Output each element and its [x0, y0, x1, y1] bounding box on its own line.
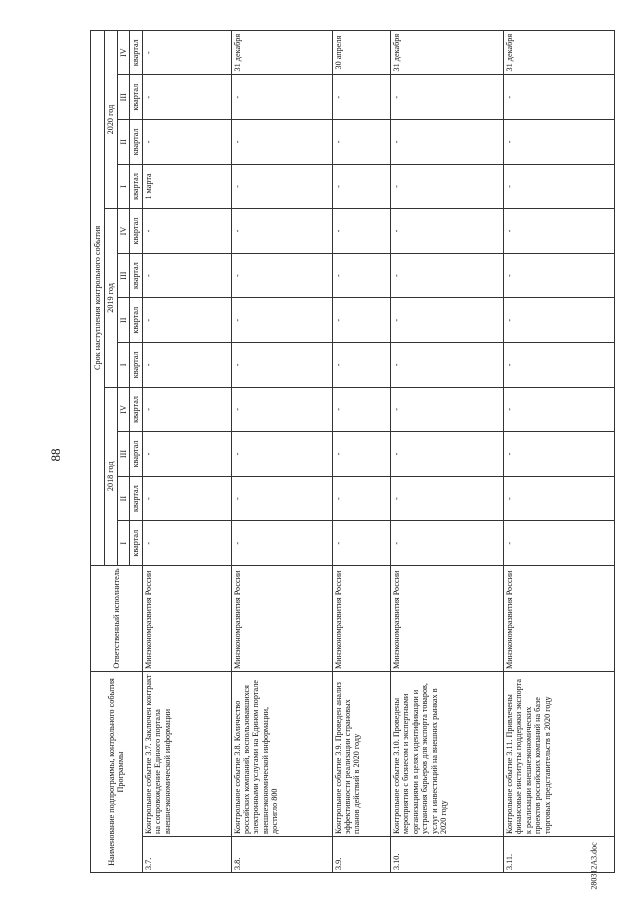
table-row	[332, 30, 391, 872]
quarter-cell: -	[142, 298, 231, 343]
quarter-number: III	[118, 432, 130, 477]
quarter-cell: 31 декабря	[231, 30, 332, 75]
quarter-number: I	[118, 521, 130, 566]
row-number: 3.10.	[391, 837, 504, 873]
quarter-cell: -	[332, 164, 391, 209]
quarter-word: квартал	[130, 164, 142, 209]
quarter-cell: -	[231, 209, 332, 254]
quarter-cell: -	[391, 253, 504, 298]
quarter-cell: 31 декабря	[391, 30, 504, 75]
quarter-number: II	[118, 298, 130, 343]
responsible-executor: Минэкономразвития России	[332, 565, 391, 671]
quarter-cell: -	[332, 298, 391, 343]
quarter-cell: -	[142, 387, 231, 432]
quarter-cell: -	[332, 120, 391, 165]
quarter-cell: -	[142, 521, 231, 566]
page-number: 88	[48, 448, 63, 462]
quarter-word: квартал	[130, 209, 142, 254]
quarter-cell: -	[503, 298, 614, 343]
event-name: Контрольное событие 3.11. Привлечены финансовые институты поддержки экспорта к реализации внешнеэкономических проектов российских компаний на базе торговых представительств в 2020 году	[503, 671, 614, 836]
header-year-2020: 2020 год	[105, 30, 118, 208]
quarter-cell: -	[391, 387, 504, 432]
quarter-word: квартал	[130, 120, 142, 165]
quarter-cell: -	[391, 298, 504, 343]
row-number: 3.7.	[142, 837, 231, 873]
quarter-cell: -	[391, 164, 504, 209]
quarter-cell: -	[332, 75, 391, 120]
quarter-word: квартал	[130, 253, 142, 298]
quarter-cell: -	[503, 164, 614, 209]
quarter-cell: -	[391, 476, 504, 521]
quarter-number: III	[118, 253, 130, 298]
quarter-number: I	[118, 343, 130, 388]
quarter-cell: -	[332, 387, 391, 432]
quarter-word: квартал	[130, 521, 142, 566]
quarter-cell: -	[503, 75, 614, 120]
quarter-number: III	[118, 75, 130, 120]
quarter-cell: -	[332, 476, 391, 521]
quarter-cell: -	[142, 253, 231, 298]
quarter-cell: -	[142, 120, 231, 165]
quarter-cell: -	[142, 343, 231, 388]
quarter-cell: -	[231, 343, 332, 388]
quarter-cell: -	[503, 343, 614, 388]
quarter-cell: -	[231, 164, 332, 209]
control-events-table	[90, 30, 615, 873]
quarter-cell: -	[231, 476, 332, 521]
responsible-executor: Минэкономразвития России	[142, 565, 231, 671]
quarter-word: квартал	[130, 432, 142, 477]
header-name-column: Наименование подпрограммы, контрольного события Программы	[91, 671, 143, 872]
quarter-cell: -	[503, 209, 614, 254]
header-responsible-column: Ответственный исполнитель	[91, 565, 143, 671]
table-row	[142, 30, 231, 872]
quarter-cell: -	[391, 343, 504, 388]
table-row	[503, 30, 614, 872]
event-name: Контрольное событие 3.10. Проведены мероприятия с бизнесом и экспертными организациями в целях идентификации и устранения барьеров для экспорта товаров, услуг и инвестиций на внешних рынках в 2020 году	[391, 671, 504, 836]
footer-filename: 280312А3.doc	[589, 842, 599, 890]
quarter-word: квартал	[130, 30, 142, 75]
event-name: Контрольное событие 3.7. Заключен контракт на сопровождение Единого портала внешнеэкономической информации	[142, 671, 231, 836]
quarter-cell: -	[231, 253, 332, 298]
quarter-cell: -	[503, 120, 614, 165]
quarter-cell: -	[503, 521, 614, 566]
quarter-cell: -	[332, 343, 391, 388]
quarter-cell: -	[503, 253, 614, 298]
quarter-cell: -	[503, 432, 614, 477]
quarter-number: I	[118, 164, 130, 209]
quarter-cell: -	[391, 521, 504, 566]
quarter-cell: -	[231, 432, 332, 477]
quarter-cell: -	[391, 432, 504, 477]
responsible-executor: Минэкономразвития России	[503, 565, 614, 671]
quarter-word: квартал	[130, 298, 142, 343]
quarter-word: квартал	[130, 343, 142, 388]
quarter-cell: -	[142, 30, 231, 75]
header-year-2019: 2019 год	[105, 209, 118, 387]
quarter-cell: -	[332, 432, 391, 477]
event-name: Контрольное событие 3.8. Количество российских компаний, воспользовавшихся электронными услугами на Едином портале внешнеэкономической информации, достигло 800	[231, 671, 332, 836]
quarter-cell: -	[142, 476, 231, 521]
row-number: 3.11.	[503, 837, 614, 873]
quarter-number: IV	[118, 30, 130, 75]
table-row	[391, 30, 504, 872]
quarter-word: квартал	[130, 75, 142, 120]
quarter-number: II	[118, 120, 130, 165]
responsible-executor: Минэкономразвития России	[231, 565, 332, 671]
quarter-cell: -	[231, 75, 332, 120]
event-name: Контрольное событие 3.9. Проведен анализ эффективности реализации страновых планов действий в 2020 году	[332, 671, 391, 836]
quarter-cell: -	[142, 432, 231, 477]
quarter-cell: -	[332, 209, 391, 254]
quarter-cell: -	[391, 120, 504, 165]
quarter-cell: 1 марта	[142, 164, 231, 209]
quarter-cell: -	[142, 209, 231, 254]
quarter-cell: 31 декабря	[503, 30, 614, 75]
quarter-cell: -	[503, 387, 614, 432]
quarter-cell: -	[391, 75, 504, 120]
quarter-cell: -	[231, 521, 332, 566]
header-year-2018: 2018 год	[105, 387, 118, 565]
quarter-word: квартал	[130, 476, 142, 521]
row-number: 3.9.	[332, 837, 391, 873]
quarter-cell: -	[332, 253, 391, 298]
quarter-cell: 30 апреля	[332, 30, 391, 75]
quarter-cell: -	[391, 209, 504, 254]
rotated-table-container	[90, 30, 615, 873]
header-deadline: Срок наступления контрольного события	[91, 30, 105, 565]
quarter-cell: -	[231, 120, 332, 165]
quarter-cell: -	[231, 298, 332, 343]
quarter-cell: -	[231, 387, 332, 432]
responsible-executor: Минэкономразвития России	[391, 565, 504, 671]
row-number: 3.8.	[231, 837, 332, 873]
quarter-number: IV	[118, 387, 130, 432]
quarter-number: IV	[118, 209, 130, 254]
quarter-cell: -	[332, 521, 391, 566]
quarter-number: II	[118, 476, 130, 521]
quarter-cell: -	[503, 476, 614, 521]
quarter-cell: -	[142, 75, 231, 120]
quarter-word: квартал	[130, 387, 142, 432]
table-row	[231, 30, 332, 872]
